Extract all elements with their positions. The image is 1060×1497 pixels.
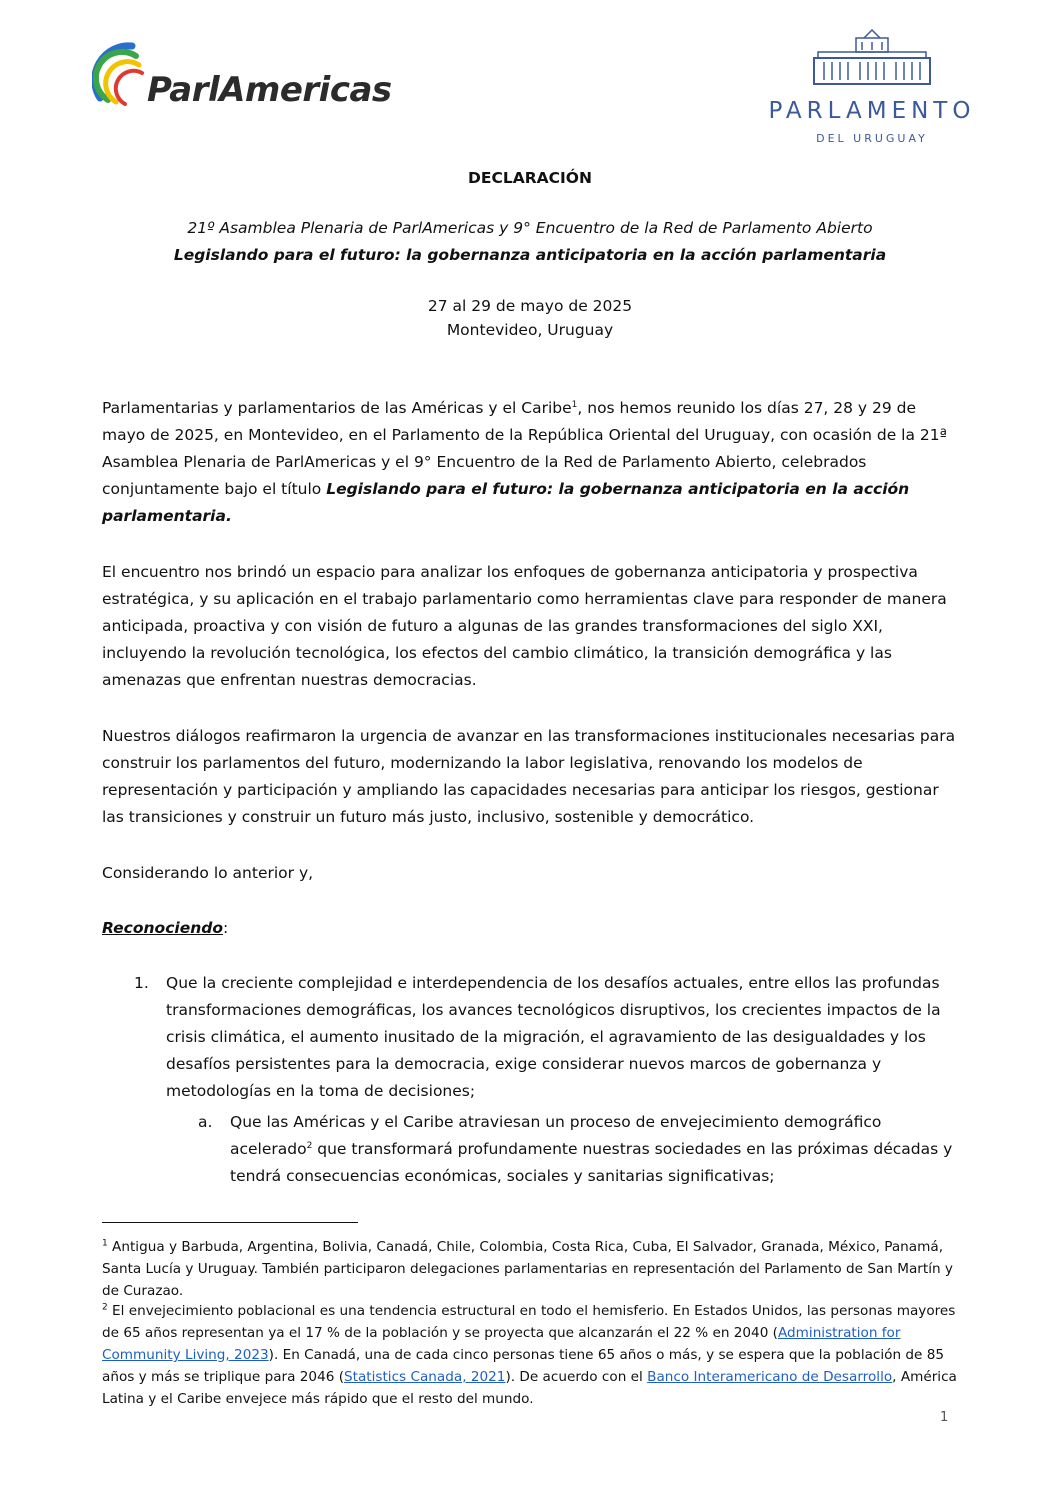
footnote-2-text-c: ). De acuerdo con el: [505, 1369, 648, 1385]
link-administration-for-community-living[interactable]: Administration for Community Living, 2023: [102, 1325, 901, 1363]
link-statistics-canada[interactable]: Statistics Canada, 2021: [344, 1369, 506, 1385]
paragraph-1-bold-title: Legislando para el futuro: la gobernanza anticipatoria en la acción parlamentaria.: [102, 480, 910, 525]
parlamericas-logo: [92, 40, 412, 130]
event-dates: 27 al 29 de mayo de 2025: [427, 297, 633, 315]
paragraph-4: Considerando lo anterior y,: [102, 864, 314, 882]
page-number: 1: [940, 1410, 949, 1425]
list-item-a-text: [230, 1109, 960, 1190]
list-item-1-text: Que la creciente complejidad e interdependencia de los desafíos actuales, entre ellos las profundas transformaciones demográficas, los avances tecnológicos disruptivos, los crecientes impactos de la crisis climática, el aumento inusitado de la migración, el agravamiento de las desigualdades y los desafíos persistentes para la democracia, exige considerar nuevos marcos de gobernanza y metodologías en la toma de decisiones;: [166, 974, 941, 1100]
reconociendo-label: [102, 915, 958, 942]
list-item-a-end: que transformará profundamente nuestras sociedades en las próximas décadas y tendrá consecuencias económicas, sociales y sanitarias significativas;: [230, 1140, 953, 1185]
paragraph-1: [102, 395, 958, 530]
paragraph-3: Nuestros diálogos reafirmaron la urgencia de avanzar en las transformaciones institucionales necesarias para construir los parlamentos del futuro, modernizando la labor legislativa, renovando los modelos de representación y participación y ampliando las capacidades necesarias para anticipar los riesgos, gestionar las transiciones y construir un futuro más justo, inclusivo, sostenible y democrático.: [102, 727, 956, 826]
footnote-2-marker: 2: [102, 1302, 108, 1313]
parlamericas-wordmark: ParlAmericas: [147, 70, 392, 110]
reconociendo-colon: :: [223, 919, 229, 937]
parlamento-wordmark: PARLAMENTO: [768, 98, 976, 124]
footnote-1-marker: 1: [102, 1238, 108, 1249]
event-place: Montevideo, Uruguay: [446, 321, 614, 339]
assembly-subtitle: 21º Asamblea Plenaria de ParlAmericas y 9° Encuentro de la Red de Parlamento Abierto: [187, 219, 873, 237]
footnote-2-text-b: ). En Canadá, una de cada cinco personas tiene 65 años o más, y se espera que la población de 85 años y más se triplique para 2046 (: [102, 1347, 945, 1385]
paragraph-1-middle: , nos hemos reunido los días 27, 28 y 29 de mayo de 2025, en Montevideo, en el Parlamento de la República Oriental del Uruguay, con ocasión de la 21ª Asamblea Plenaria de ParlAmericas y el 9° Encuentro de la Red de Parlamento Abierto, celebrados conjuntamente bajo el título: [102, 399, 947, 498]
theme-title: Legislando para el futuro: la gobernanza anticipatoria en la acción parlamentaria: [173, 246, 887, 264]
footnote-1: [102, 1236, 960, 1302]
footnote-ref-1: 1: [571, 399, 578, 410]
list-item-a-letter: a.: [198, 1113, 213, 1131]
link-banco-interamericano[interactable]: Banco Interamericano de Desarrollo: [647, 1369, 893, 1385]
footnote-2-text-d: , América Latina y el Caribe envejece más rápido que el resto del mundo.: [102, 1369, 957, 1407]
list-item-1-number: 1.: [134, 974, 149, 992]
footnote-ref-2: 2: [306, 1140, 313, 1151]
paragraph-2: El encuentro nos brindó un espacio para analizar los enfoques de gobernanza anticipatoria y prospectiva estratégica, y su aplicación en el trabajo parlamentario como herramientas clave para responder de manera anticipada, proactiva y con visión de futuro a algunas de las grandes transformaciones del siglo XXI, incluyendo la revolución tecnológica, los efectos del cambio climático, la transición demográfica y las amenazas que enfrentan nuestras democracias.: [102, 563, 947, 689]
parliament-building-icon: [812, 28, 932, 88]
declaration-heading: DECLARACIÓN: [468, 169, 592, 187]
footnote-1-text: Antigua y Barbuda, Argentina, Bolivia, Canadá, Chile, Colombia, Costa Rica, Cuba, El Salvador, Granada, México, Panamá, Santa Lucía y Uruguay. También participaron delegaciones parlamentarias en representación del Parlamento de San Martín y de Curazao.: [102, 1239, 953, 1299]
footnote-2: [102, 1300, 960, 1410]
footnote-2-text-a: El envejecimiento poblacional es una tendencia estructural en todo el hemisferio. En Estados Unidos, las personas mayores de 65 años representan ya el 17 % de la población y se proyecta que alcanzarán el 22 % en 2040 (: [102, 1303, 956, 1341]
del-uruguay-wordmark: DEL URUGUAY: [816, 132, 928, 145]
reconociendo-word: Reconociendo: [102, 919, 223, 937]
list-item-a-start: Que las Américas y el Caribe atraviesan un proceso de envejecimiento demográfico acelerado: [230, 1113, 882, 1158]
footnote-separator: [102, 1222, 358, 1223]
paragraph-1-start: Parlamentarias y parlamentarios de las Américas y el Caribe: [102, 399, 572, 417]
parlamento-uruguay-logo: [752, 28, 992, 153]
